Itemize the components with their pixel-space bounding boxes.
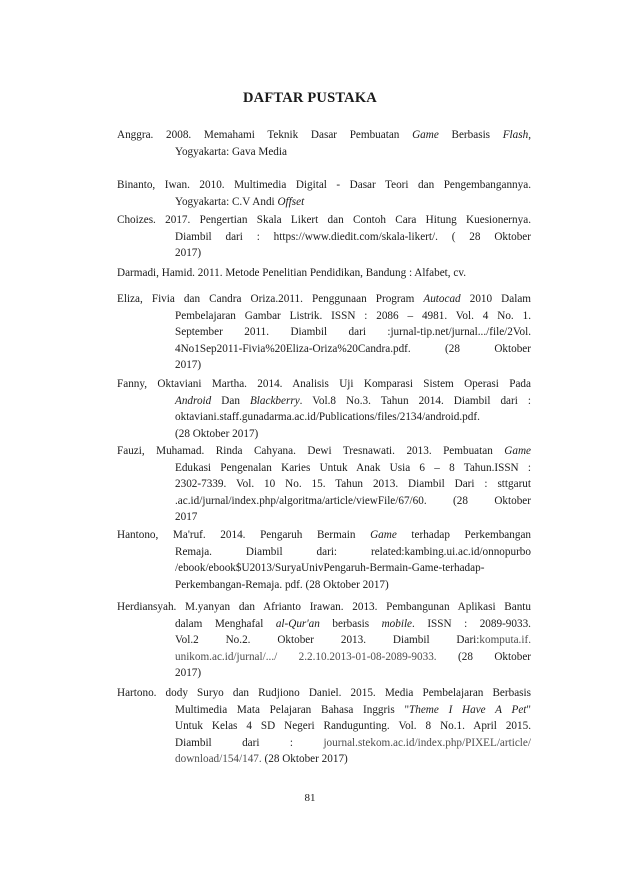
reference-line (117, 735, 531, 752)
reference-entry (117, 527, 531, 593)
text-segment: 2017 (175, 511, 198, 524)
text-segment: Hantono, Ma'ruf. 2014. Pengaruh Bermain (117, 529, 371, 541)
text-segment: . ISSN : 2089-9033. (412, 617, 531, 630)
reference-line (117, 649, 531, 666)
reference-line (117, 685, 531, 702)
text-segment: Perkembangan-Remaja. pdf. (28 Oktober 2017) (175, 578, 389, 591)
text-segment: oktaviani.staff.gunadarma.ac.id/Publications/files/2134/android.pdf. (175, 411, 480, 424)
text-segment: (28 Oktober 2017) (261, 753, 348, 766)
text-segment: (28 Oktober (436, 650, 532, 663)
reference-line (117, 376, 531, 393)
reference-line (117, 409, 531, 426)
reference-line (117, 291, 531, 308)
reference-line (117, 702, 531, 719)
text-segment: Anggra. 2008. Memahami Teknik Dasar Pembuatan (117, 129, 413, 141)
reference-entry (117, 177, 531, 210)
text-segment: Untuk Kelas 4 SD Negeri Randugunting. Vol. 8 No.1. April 2015. (175, 720, 531, 733)
reference-line (117, 177, 531, 194)
reference-line (117, 393, 531, 410)
text-segment: Fanny, Oktaviani Martha. 2014. Analisis Uji Komparasi Sistem Operasi Pada (117, 378, 531, 390)
text-segment: Eliza, Fivia dan Candra Oriza.2011. Penggunaan Program (117, 293, 424, 305)
reference-line (117, 144, 531, 161)
reference-entry (117, 291, 531, 374)
italic-text: Autocad (423, 293, 461, 305)
reference-line (117, 194, 531, 211)
text-segment: 2010 Dalam (460, 293, 531, 305)
text-segment: Hartono. dody Suryo dan Rudjiono Daniel. 2015. Media Pembelajaran Berbasis (117, 687, 531, 699)
italic-text: Blackberry (249, 394, 300, 407)
text-segment: Dan (211, 394, 250, 407)
reference-entry (117, 443, 531, 526)
reference-line (117, 443, 531, 460)
reference-line (117, 212, 531, 229)
text-segment: 2017) (175, 247, 202, 260)
italic-text: Game (504, 445, 531, 457)
text-segment: Diambil dari : (175, 736, 324, 749)
text-segment: Vol.2 No.2. Oktober 2013. Diambil Dari: (175, 634, 480, 647)
reference-line (117, 616, 531, 633)
text-segment: Berbasis (438, 129, 503, 141)
italic-text: Offset (277, 195, 305, 208)
text-segment: Yogyakarta: Gava Media (175, 145, 287, 158)
reference-line (117, 544, 531, 561)
reference-line (117, 426, 531, 443)
text-segment: Fauzi, Muhamad. Rinda Cahyana. Dewi Tresnawati. 2013. Pembuatan (117, 445, 505, 457)
text-segment: 2017) (175, 359, 202, 372)
reference-line (117, 229, 531, 246)
reference-line (117, 718, 531, 735)
text-segment: terhadap Perkembangan (396, 529, 531, 541)
reference-line (117, 265, 531, 282)
text-segment: komputa.if. (479, 634, 531, 647)
reference-line (117, 341, 531, 358)
reference-line (117, 476, 531, 493)
reference-line (117, 665, 531, 682)
text-segment: /ebook/ebook$U2013/SuryaUnivPengaruh-Bermain-Game-terhadap- (175, 562, 485, 575)
text-segment: Yogyakarta: C.V Andi (175, 195, 278, 208)
reference-entry (117, 599, 531, 682)
text-segment: Multimedia Mata Pelajaran Bahasa Inggris " (175, 703, 410, 716)
reference-entry (117, 376, 531, 442)
text-segment: berbasis (319, 617, 382, 630)
text-segment: download/154/147. (175, 753, 262, 766)
reference-line (117, 599, 531, 616)
reference-line (117, 509, 531, 526)
text-segment: Herdiansyah. M.yanyan dan Afrianto Irawan. 2013. Pembangunan Aplikasi Bantu (117, 601, 531, 613)
text-segment: .ac.id/jurnal/index.php/algoritma/article/viewFile/67/60. (28 Oktober (175, 494, 531, 507)
text-segment: Pembelajaran Gambar Listrik. ISSN : 2086 – 4981. Vol. 4 No. 1. (175, 309, 531, 322)
reference-line (117, 357, 531, 374)
italic-text: Theme I Have A Pet (409, 703, 527, 716)
italic-text: Game (370, 529, 397, 541)
text-segment: dalam Menghafal (175, 617, 276, 630)
page-number: 81 (304, 792, 316, 804)
text-segment: Darmadi, Hamid. 2011. Metode Penelitian Pendidikan, Bandung : Alfabet, cv. (117, 267, 467, 279)
reference-line (117, 632, 531, 649)
text-segment: 2017) (175, 667, 202, 680)
reference-entry (117, 212, 531, 262)
reference-entry (117, 685, 531, 768)
italic-text: Android (175, 394, 212, 407)
text-segment: September 2011. Diambil dari :jurnal-tip.net/jurnal.../file/2Vol. (175, 326, 531, 339)
reference-line (117, 324, 531, 341)
text-segment: journal.stekom.ac.id/index.php/PIXEL/article/ (323, 736, 531, 749)
text-segment: . Vol.8 No.3. Tahun 2014. Diambil dari : (299, 394, 531, 407)
text-segment: (28 Oktober 2017) (175, 427, 259, 440)
reference-line (117, 577, 531, 594)
italic-text: Game (412, 129, 439, 141)
italic-text: mobile (381, 617, 413, 630)
text-segment: Choizes. 2017. Pengertian Skala Likert dan Contoh Cara Hitung Kuesionernya. (117, 214, 531, 226)
reference-line (117, 560, 531, 577)
text-segment: " (526, 703, 531, 716)
text-segment: Binanto, Iwan. 2010. Multimedia Digital - Dasar Teori dan Pengembangannya. (117, 179, 531, 191)
reference-entry (117, 265, 531, 282)
italic-text: al-Qur'an (275, 617, 320, 630)
text-segment: Remaja. Diambil dari: related:kambing.ui.ac.id/onnopurbo (175, 545, 531, 558)
reference-line (117, 751, 531, 768)
reference-line (117, 527, 531, 544)
text-segment: 4No1Sep2011-Fivia%20Eliza-Oriza%20Candra.pdf. (28 Oktober (175, 342, 531, 355)
reference-line (117, 493, 531, 510)
reference-entry (117, 127, 531, 160)
reference-line (117, 245, 531, 262)
reference-line (117, 127, 531, 144)
text-segment: Edukasi Pengenalan Karies Untuk Anak Usia 6 – 8 Tahun.ISSN : (175, 461, 531, 474)
text-segment: unikom.ac.id/jurnal/.../ 2.2.10.2013-01-08-2089-9033. (175, 650, 437, 663)
text-segment: , (528, 129, 531, 141)
reference-line (117, 460, 531, 477)
reference-line (117, 308, 531, 325)
text-segment: 2302-7339. Vol. 10 No. 15. Tahun 2013. Diambil Dari : sttgarut (175, 478, 531, 491)
text-segment: Diambil dari : https://www.diedit.com/skala-likert/. ( 28 Oktober (175, 230, 531, 243)
italic-text: Flash (502, 129, 529, 141)
page-title: DAFTAR PUSTAKA (243, 90, 377, 106)
